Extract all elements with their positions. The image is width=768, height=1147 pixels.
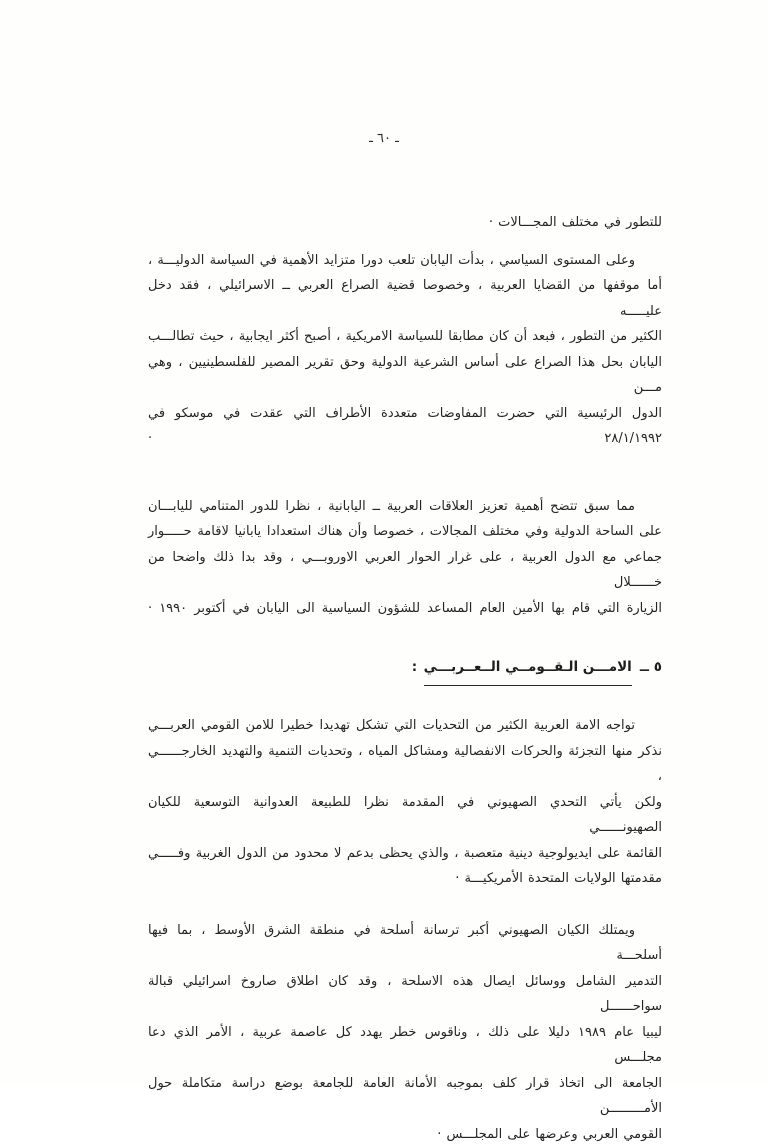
section-title: الامـــن الـقــومــي الــعــربـــي [424, 654, 632, 686]
text-line: الزيارة التي قام بها الأمين العام المساعد للشؤون السياسية الى اليابان في أكتوبر ١٩٩٠ · [148, 596, 662, 622]
text-line: نذكر منها التجزئة والحركات الانفصالية ومشاكل المياه ، وتحديات التنمية والتهديد الخارجــــــي ، [148, 739, 662, 790]
text-line: التدمير الشامل ووسائل ايصال هذه الاسلحة ، وقد كان اطلاق صاروخ اسرائيلي قبالة سواحــــــل [148, 969, 662, 1020]
section-colon: : [412, 654, 418, 681]
text-line: وعلى المستوى السياسي ، بدأت اليابان تلعب دورا متزايد الأهمية في السياسة الدوليـــة ، [148, 248, 662, 274]
paragraph-national-security-threats [148, 713, 662, 892]
text-line: تواجه الامة العربية الكثير من التحديات التي تشكل تهديدا خطيرا للامن القومي العربـــي [148, 713, 662, 739]
text-line: أما موقفها من القضايا العربية ، وخصوصا قضية الصراع العربي ــ الاسرائيلي ، فقد دخل عليـــــه [148, 273, 662, 324]
text-line: مقدمتها الولايات المتحدة الأمريكيـــة · [148, 866, 662, 892]
text-line: على الساحة الدولية وفي مختلف المجالات ، خصوصا وأن هناك استعدادا يابانيا لاقامة حـــــوار [148, 519, 662, 545]
text-line: الجامعة الى اتخاذ قرار كلف بموجبه الأمانة العامة للجامعة بوضع دراسة متكاملة حول الأمـــــــــن [148, 1071, 662, 1122]
continuation-line: للتطور في مختلف المجـــالات · [148, 210, 662, 236]
section-number: ٥ ــ [640, 654, 662, 681]
text-line: الكثير من التطور ، فبعد أن كان مطابقا للسياسة الامريكية ، أصبح أكثر ايجابية ، حيث تطالـــب [148, 324, 662, 350]
text-line: ليبيا عام ١٩٨٩ دليلا على ذلك ، وناقوس خطر يهدد كل عاصمة عربية ، الأمر الذي دعا مجلـــس [148, 1020, 662, 1071]
text-line: القائمة على ايديولوجية دينية متعصبة ، والذي يحظى بدعم لا محدود من الدول الغربية وفـــــي [148, 841, 662, 867]
text-line: القومي العربي وعرضها على المجلـــس · [148, 1122, 662, 1147]
text-line: ويمتلك الكيان الصهيوني أكبر ترسانة أسلحة في منطقة الشرق الأوسط ، بما فيها أسلحـــة [148, 918, 662, 969]
page-content [148, 0, 662, 1147]
paragraph-zionist-arsenal [148, 918, 662, 1147]
text-line: اليابان بحل هذا الصراع على أساس الشرعية الدولية وحق تقرير المصير للفلسطينيين ، وهي مـــن [148, 350, 662, 401]
text-line: ولكن يأتي التحدي الصهيوني في المقدمة نظرا للطبيعة العدوانية التوسعية للكيان الصهيونــــــي [148, 790, 662, 841]
text-line: الدول الرئيسية التي حضرت المفاوضات متعددة الأطراف التي عقدت في موسكو في ٢٨/١/١٩٩٢ · [148, 401, 662, 452]
paragraph-japan-politics [148, 248, 662, 452]
text-line: مما سبق تتضح أهمية تعزيز العلاقات العربية ــ اليابانية ، نظرا للدور المتنامي لليابـــان [148, 494, 662, 520]
page-number: ـ ٦٠ ـ [0, 131, 768, 146]
paragraph-arab-japanese-relations [148, 494, 662, 622]
text-line: جماعي مع الدول العربية ، على غرار الحوار العربي الاوروبـــي ، وقد بدا ذلك واضحا من خــــــلال [148, 545, 662, 596]
section-heading [148, 654, 662, 686]
